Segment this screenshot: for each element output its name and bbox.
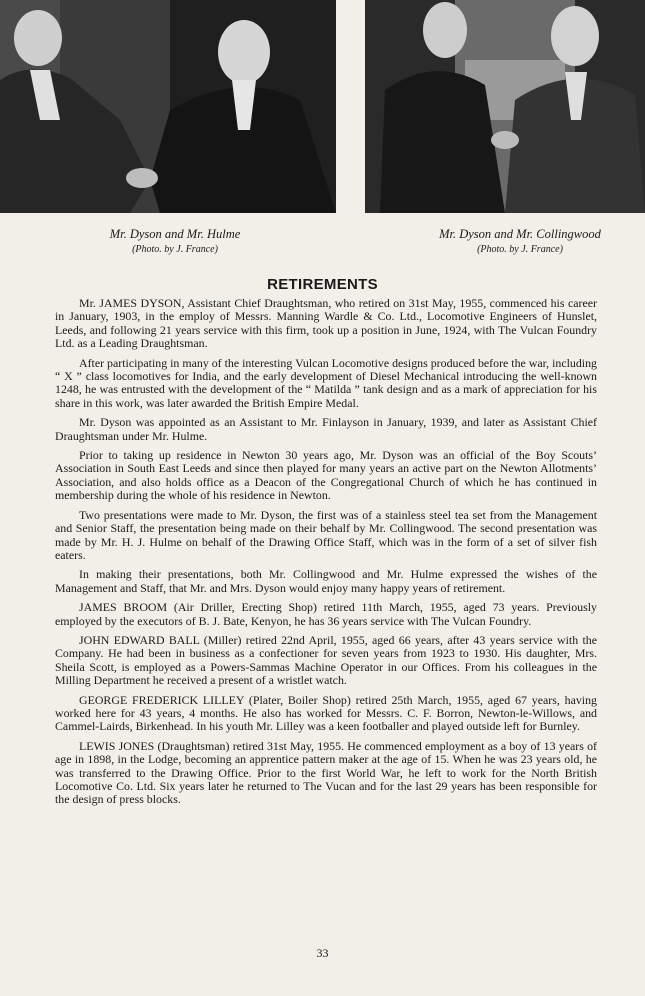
paragraph: JAMES BROOM (Air Driller, Erecting Shop) retired 11th March, 1955, aged 73 years. Previously employed by the executors of B. J. Bate, Kenyon, he has 36 years service with The Vulcan Foundry. <box>55 600 597 628</box>
paragraph: JOHN EDWARD BALL (Miller) retired 22nd April, 1955, aged 66 years, after 43 years service with the Company. He had been in business as a confectioner for seven years from 1923 to 1930. His daughter, Mrs. Sheila Scott, is employed as a Powers-Sammas Machine Operator in our Offices. From his colleagues in the Milling Department he received a present of a wristlet watch. <box>55 632 597 688</box>
paragraph: Mr. JAMES DYSON, Assistant Chief Draughtsman, who retired on 31st May, 1955, commenced his career in January, 1903, in the employ of Messrs. Manning Wardle & Co. Ltd., Locomotive Engineers of Hunslet, Leeds, and following 21 years service with this firm, took up a position in June, 1924, with The Vulcan Foundry Ltd. as a Leading Draughtsman. <box>55 296 597 351</box>
photo-dyson-collingwood <box>365 0 645 213</box>
caption-title: Mr. Dyson and Mr. Collingwood <box>439 227 601 241</box>
paragraph: Mr. Dyson was appointed as an Assistant to Mr. Finlayson in January, 1939, and later as Assistant Chief Draughtsman under Mr. Hulme. <box>55 415 597 443</box>
caption-title: Mr. Dyson and Mr. Hulme <box>109 227 241 241</box>
photo-dyson-hulme <box>0 0 336 213</box>
caption-credit: (Photo. by J. France) <box>477 243 563 255</box>
photo-caption-right <box>400 226 640 256</box>
paragraph: GEORGE FREDERICK LILLEY (Plater, Boiler Shop) retired 25th March, 1955, aged 67 years, having worked here for 43 years, 4 months. He also has worked for Messrs. C. F. Borron, Newton-le-Willows, and Cammel-Lairds, Birkenhead. In his youth Mr. Lilley was a keen footballer and played outside left for Burnley. <box>55 692 597 734</box>
paragraph: LEWIS JONES (Draughtsman) retired 31st May, 1955. He commenced employment as a boy of 13 years of age in 1898, in the Lodge, becoming an apprentice pattern maker at the age of 15. When he was 23 years old, he was transferred to the Drawing Office. Prior to the first World War, he left to work for the North British Locomotive Co. Ltd. Six years later he returned to The Vucan and for the last 29 years has been responsible for the design of press blocks. <box>55 738 597 807</box>
article-title: RETIREMENTS <box>267 276 378 293</box>
caption-credit: (Photo. by J. France) <box>132 243 218 255</box>
paragraph: After participating in many of the interesting Vulcan Locomotive designs produced before the war, including “ X ” class locomotives for India, and the early development of Diesel Mechanical introducing the well-known 1248, he was entrusted with the development of the “ Matilda ” tank design and as a mark of appreciation for his share in this work, was later awarded the British Empire Medal. <box>55 355 597 410</box>
paragraph: Prior to taking up residence in Newton 30 years ago, Mr. Dyson was an official of the Boy Scouts’ Association in South East Leeds and since then played for many years an active part on the Newton Allotments’ Association, and also holds office as a Deacon of the Congregational Church of which he has continued in membership during the whole of his residence in Newton. <box>55 448 597 503</box>
photo-caption-left <box>40 226 310 256</box>
paragraph: Two presentations were made to Mr. Dyson, the first was of a stainless steel tea set from the Management and Senior Staff, the presentation being made on their behalf by Mr. Collingwood. The second presentation was made by Mr. H. J. Hulme on behalf of the Drawing Office Staff, which was in the form of a set of silver fish eaters. <box>55 507 597 562</box>
page-number: 33 <box>316 946 329 960</box>
photo-dyson-collingwood-image <box>365 0 645 213</box>
article-body <box>55 297 597 813</box>
photo-dyson-hulme-image <box>0 0 336 213</box>
paragraph: In making their presentations, both Mr. Collingwood and Mr. Hulme expressed the wishes of the Management and Staff, that Mr. and Mrs. Dyson would enjoy many happy years of retirement. <box>55 567 597 595</box>
